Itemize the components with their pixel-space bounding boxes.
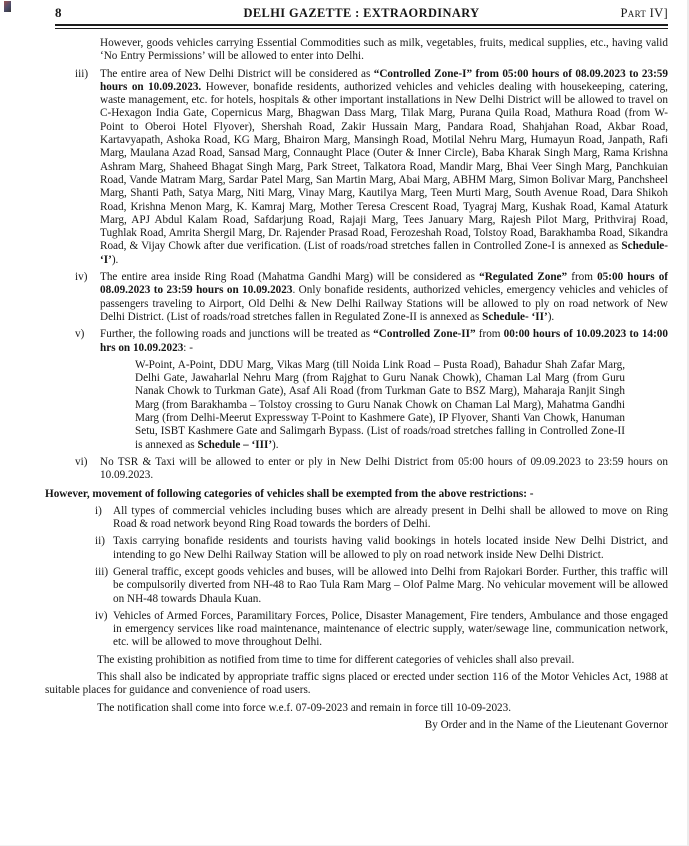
page-header <box>55 5 668 23</box>
list-item-controlled-zone-2 <box>75 328 668 355</box>
exemption-heading: However, movement of following categories of vehicles shall be exempted from the above restrictions: - <box>45 487 534 500</box>
text-segment: ). <box>547 310 555 323</box>
signoff-by-order: By Order and in the Name of the Lieutenant Governor <box>424 718 668 731</box>
list-item-tsr-taxi <box>75 456 668 483</box>
text-segment: However, bonafide residents, authorized vehicles and vehicles dealing with housekeeping, catering, waste management, etc. for hotels, hospitals & other important installations in New Delhi District will be allowed to travel on C-Hexagon India Gate, Copernicus Marg, Bhagwan Dass Marg, Tilak Marg, Purana Quila Road, Mathura Road (from W-Point to Oberoi Hotel Flyover), Shershah Road, Zakir Hussain Marg, Pandara Road, Shahjahan Road, Akbar Road, Kartavyapath, Ashoka Road, KG Marg, Bhairon Marg, Mansingh Road, Motilal Nehru Marg, Humayun Road, Janpath, Rafi Marg, Maulana Azad Road, Sansad Marg, Connaught Place (Outer & Inner Circle), Baba Kharak Singh Marg, Rama Krishna Ashram Marg, Shaheed Bhagat Singh Marg, Park Street, Talkatora Road, Mandir Marg, Bhai Veer Singh Marg, Panchkuian Road, Vande Matram Marg, Sardar Patel Marg, San Martin Marg, Abai Marg, ABHM Marg, Simon Bolivar Marg, Panchsheel Marg, Shanti Path, Satya Marg, Niti Marg, Vinay Marg, Kautilya Marg, Teen Murti Marg, South Avenue Road, Dara Shikoh Road, Krishna Menon Marg, K. Kamraj Marg, Mother Teresa Crescent Road, Tyagraj Marg, Kushak Road, Kamal Ataturk Marg, APJ Abdul Kalam Road, Safdarjung Road, Rajaji Marg, Tees January Marg, Rajesh Pilot Marg, Prithviraj Road, Tughlak Road, Amrita Shergil Marg, Dr. Rajender Prasad Road, Ferozeshah Road, Tolstoy Road, Barakhamba Road, Sikandra Road, & Vijay Chowk after due verification. (List of roads/road stretches fallen in Controlled Zone-I is annexed as <box>100 80 668 253</box>
bold-text-segment: Schedule- ‘II’ <box>482 310 548 323</box>
bold-text-segment: “Controlled Zone-II” <box>373 328 476 341</box>
list-marker: iv) <box>75 271 88 284</box>
paragraph-existing-prohibition: The existing prohibition as notified from time to time for different categories of vehicles shall also prevail. <box>97 653 575 666</box>
list-item-regulated-zone <box>75 271 668 324</box>
list-item-text <box>113 535 668 562</box>
text-segment: All types of commercial vehicles including buses which are already present in Delhi shall be allowed to move on Ring Road & road network beyond Ring Road towards the borders of Delhi. <box>113 504 668 531</box>
list-marker: iii) <box>75 67 89 80</box>
bold-text-segment: 00:00 hours of 10.09.2023 to 14:00 hrs on 10.09.2023 <box>100 328 668 354</box>
list-item-text <box>100 456 668 483</box>
list-item-text <box>113 566 668 606</box>
header-double-rule <box>55 24 668 29</box>
list-marker: i) <box>95 504 102 517</box>
scan-artifact-mark <box>4 1 11 12</box>
bold-text-segment: 05:00 hours of 08.09.2023 to 23:59 hours on 10.09.2023 <box>100 271 669 297</box>
bold-text-segment: Schedule – ‘III’ <box>197 438 273 451</box>
text-segment: No TSR & Taxi will be allowed to enter or ply in New Delhi District from 05:00 hours of 09.09.2023 to 23:59 hours on 10.09.2023. <box>100 455 668 482</box>
text-segment: . Only bonafide residents, authorized vehicles, emergency vehicles and vehicles of passengers traveling to Airport, Old Delhi & New Delhi Railway Stations will be allowed to ply on road network of New Delhi District. (List of roads/road stretches fallen in Regulated Zone-II is annexed as <box>100 284 668 323</box>
text-segment: Vehicles of Armed Forces, Paramilitary Forces, Police, Disaster Management, Fire tenders, Ambulance and those engaged in emergency services like road maintenance, maintenance of electric supply, water/sewage line, communication network, etc. will be allowed to move throughout Delhi. <box>113 609 668 649</box>
controlled-zone-2-roads-paragraph <box>135 359 625 452</box>
text-segment: from <box>567 271 598 284</box>
list-marker: vi) <box>75 455 88 468</box>
list-item-text <box>113 505 668 532</box>
list-marker: iv) <box>95 609 108 622</box>
list-item-text <box>113 610 668 650</box>
gazette-title: DELHI GAZETTE : EXTRAORDINARY <box>243 6 480 20</box>
text-segment: ). <box>111 253 119 266</box>
bold-text-segment: “Controlled Zone-I” from 05:00 hours of 08.09.2023 to 23:59 hours on 10.09.2023. <box>100 67 668 93</box>
list-marker: iii) <box>95 565 109 578</box>
document-body <box>45 37 668 732</box>
list-marker: ii) <box>95 535 105 548</box>
list-item-text <box>100 271 668 324</box>
list-item-text <box>100 328 668 355</box>
list-item-text <box>100 68 668 267</box>
paragraph-essential-commodities <box>100 37 668 64</box>
bold-text-segment: “Regulated Zone” <box>479 271 568 284</box>
list-item-controlled-zone-1 <box>75 68 668 267</box>
exempt-item-emergency-services <box>95 610 668 650</box>
text-segment: General traffic, except goods vehicles and buses, will be allowed into Delhi from Rajokari Border. Further, this traffic will be compulsorily diverted from NH-48 to Rao Tula Ram Marg – Olof Palme Marg. No vehicular movement will be allowed on NH-48 towards Dhaula Kuan. <box>113 565 668 605</box>
bold-text-segment: Schedule- ‘I’ <box>100 240 668 266</box>
part-label: Part IV] <box>620 6 668 20</box>
text-segment: The entire area of New Delhi District will be considered as <box>100 67 374 80</box>
text-segment: from <box>475 328 504 341</box>
text-segment: Further, the following roads and junctions will be treated as <box>100 328 374 341</box>
list-marker: v) <box>75 328 85 341</box>
text-segment: However, goods vehicles carrying Essential Commodities such as milk, vegetables, fruits, medical supplies, etc., having valid ‘No Entry Permissions’ will be allowed to enter into Delhi. <box>100 37 668 63</box>
exempt-item-general-traffic <box>95 566 668 606</box>
page-number: 8 <box>55 5 62 20</box>
exempt-item-commercial-vehicles <box>95 505 668 532</box>
text-segment: : - <box>183 341 193 354</box>
text-segment: Taxis carrying bonafide residents and tourists having valid bookings in hotels located inside New Delhi District, and intending to go New Delhi Railway Station will be allowed to ply on road network inside New Delhi District. <box>113 535 668 561</box>
paragraph-force-dates: The notification shall come into force w.e.f. 07-09-2023 and remain in force till 10-09-2023. <box>97 701 512 714</box>
text-segment: The entire area inside Ring Road (Mahatma Gandhi Marg) will be considered as <box>100 271 480 284</box>
text-segment: ). <box>272 438 279 451</box>
paragraph-traffic-signs: This shall also be indicated by appropriate traffic signs placed or erected under section 116 of the Motor Vehicles Act, 1988 at suitable places for guidance and convenience of road users. <box>45 671 668 697</box>
exempt-item-taxis <box>95 535 668 562</box>
text-segment: W-Point, A-Point, DDU Marg, Vikas Marg (till Noida Link Road – Pusta Road), Bahadur Shah Zafar Marg, Delhi Gate, Jawaharlal Nehru Marg (from Rajghat to Guru Nanak Chowk), Chaman Lal Marg (from Guru Nanak Chowk to Turkman Gate), Asaf Ali Road (from Turkman Gate to BSZ Marg), Maharaja Ranjit Singh Marg (from Barakhamba – Tolstoy crossing to Guru Nanak Chowk on Chaman Lal Marg), Mahatma Gandhi Marg (from Delhi-Meerut Expressway T-Point to Kashmere Gate), IP Flyover, Shanti Van Chowk, Hanuman Setu, ISBT Kashmere Gate and Salimgarh Bypass. (List of roads/road stretches falling in Controlled Zone-II is annexed as <box>135 358 625 451</box>
